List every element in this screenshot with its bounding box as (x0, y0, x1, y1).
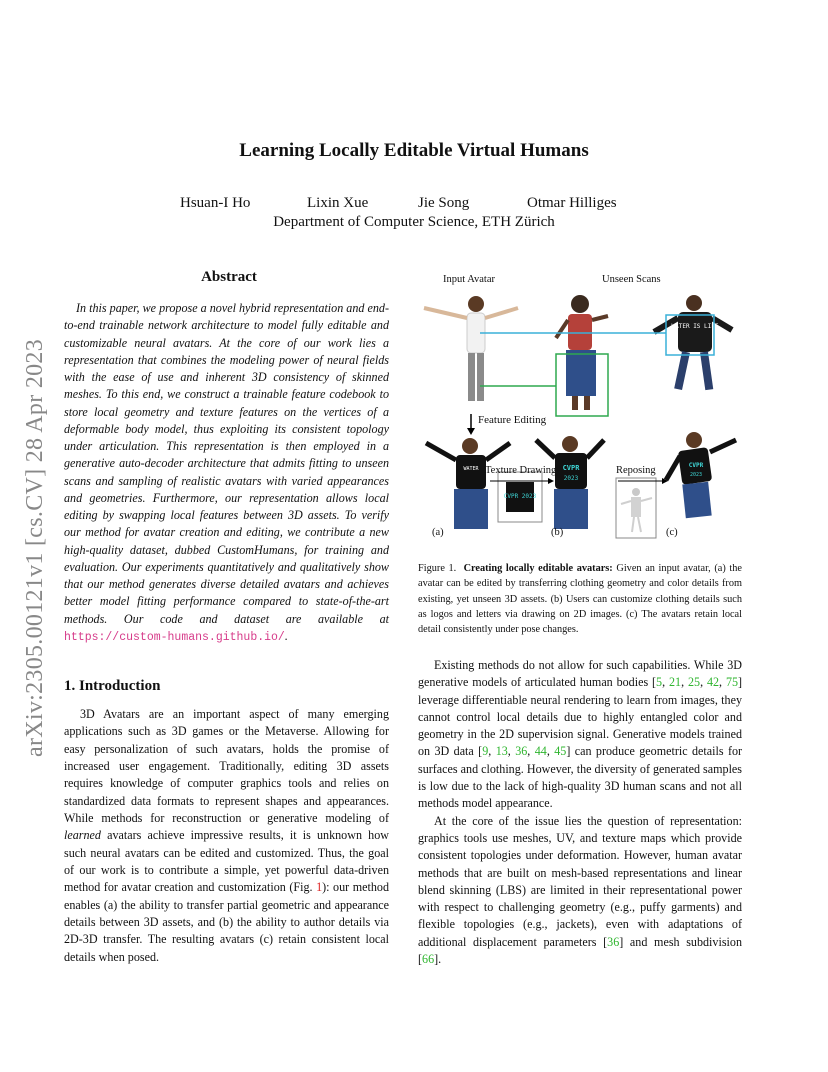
logo-text: CVPR 2023 (503, 493, 537, 500)
arxiv-side-stamp: arXiv:2305.00121v1 [cs.CV] 28 Apr 2023 (22, 338, 48, 757)
author-name: Lixin Xue (307, 195, 369, 211)
body-text: ]. (434, 952, 442, 967)
citation-link[interactable]: 5 (656, 675, 663, 690)
citation-link[interactable]: 21 (668, 675, 682, 690)
figure-1-caption (418, 561, 742, 637)
body-text: At the core of the issue lies the question of representation: graphics tools use meshes, UV, and texture maps which provide consistent topologies under deformation. However, human avatar methods that are built on mesh-based representations and linear blend skinning (LBS) are limited in their representational power with respect to challenging geometry (e.g., puffy garments) and flexible topologies (e.g., jackets), even with adaptations of additional displacement parameters [ (418, 813, 742, 949)
figure-label-b: (b) (551, 527, 564, 538)
body-text: ] leverage differentiable neural rendering to learn from images, they cannot control local details due to highly entangled color and geometry in the 2D supervision signal. Generative models trained on 3D data [ (418, 675, 743, 759)
figure-label-a: (a) (432, 527, 444, 538)
paper-title: Learning Locally Editable Virtual Humans (239, 140, 589, 161)
abstract-text: In this paper, we propose a novel hybrid representation and end-to-end trainable network architecture to model fully editable and customizable neural avatars. At the core of our work lies a representation that combines the modeling power of neural fields with the ease of use and inherent 3D consistency of skinned meshes. To this end, we construct a trainable feature codebook to store local geometry and texture features on the vertices of a deformable body model, thus exploiting its consistent topology under articulation. This representation is then employed in a generative auto-decoder architecture that admits fitting to unseen scans and sampling of realistic avatars with varied appearances and geometries. Furthermore, our representation allows local editing by swapping local features between 3D assets. To verify our method for avatar creation and editing, we contribute a new high-quality dataset, dubbed CustomHumans, for training and evaluation. Our experiments quantitatively and qualitatively show that our method generates diverse detailed avatars and achieves better model fitting performance compared to state-of-the-art methods. Our code and dataset are available at (64, 301, 389, 626)
project-url-link[interactable]: https://custom-humans.github.io/ (64, 630, 285, 644)
intro-text: avatars achieve impressive results, it is unknown how such neural avatars can be edited and customized. Thus, the goal of our work is to contribute a simple, yet powerful data-driven method for avatar creation and customization (Fig. (64, 828, 389, 895)
paragraph (418, 813, 742, 969)
author-name: Otmar Hilliges (527, 195, 617, 211)
intro-text: 3D Avatars are an important aspect of many emerging applications such as 3D games or the Metaverse. Allowing for easy personalization of such avatars, holds the promise of increased user engagement. Traditionally, editing 3D assets requires knowledge of computer graphics tools and relies on standardized data formats to represent shapes and appearances. While methods for reconstruction or generative modeling of (64, 707, 389, 826)
svg-text:CVPR: CVPR (562, 464, 580, 472)
citation-link[interactable]: 36 (515, 744, 528, 759)
citation-link[interactable]: 9 (482, 744, 489, 759)
affiliation: Department of Computer Science, ETH Zürich (273, 214, 555, 230)
citation-link[interactable]: 45 (554, 744, 567, 759)
paragraph: Existing methods do not allow for such capabilities. While 3D generative models of articulated human bodies [5, 21, 25, 42, 75] leverage differentiable neural rendering to learn from images, they cannot control local details due to highly entangled color and geometry in the 2D supervision signal. Generative models trained on 3D data [9, 13, 36, 44, 45] can produce geometric details for surfaces and clothing. However, the diversity of generated samples is low due to the lack of high-quality 3D human scans and not all methods model appearance. (418, 658, 743, 811)
citation-link[interactable]: 25 (687, 675, 701, 690)
citation-link[interactable]: 66 (422, 952, 435, 967)
citation-link[interactable]: 36 (607, 934, 620, 949)
figure-1-illustration (418, 268, 742, 544)
body-text: ] can produce geometric details for surfaces and clothing. However, the diversity of generated samples is low due to the lack of high-quality 3D human scans and not all methods model appearance. (418, 744, 743, 811)
intro-emphasis: learned (64, 828, 101, 843)
figure-label-unseen-scans: Unseen Scans (602, 274, 661, 285)
citation-link[interactable]: 42 (706, 675, 720, 690)
figure-1 (418, 268, 742, 544)
abstract-end: . (284, 628, 288, 643)
svg-text:2023: 2023 (563, 475, 579, 482)
svg-text:2023: 2023 (689, 472, 703, 478)
figure-label-reposing: Reposing (616, 465, 656, 476)
body-text: ] and mesh subdivision [ (418, 934, 742, 967)
citation-link[interactable]: 13 (495, 744, 508, 759)
citation-link[interactable]: 75 (725, 675, 739, 690)
unseen-scan-figure (556, 295, 608, 410)
caption-prefix: Figure 1. (418, 563, 457, 574)
figure-label-c: (c) (666, 527, 678, 538)
intro-text: ): our method enables (a) the ability to transfer partial geometric and appearance details between 3D assets, and (b) the ability to author details via 2D-3D transfer. The resulting avatars (c) retain consistent local details when posed. (64, 880, 389, 964)
abstract-heading: Abstract (201, 269, 257, 285)
author-name: Hsuan-I Ho (180, 195, 251, 211)
reposed-avatar-c (666, 432, 736, 518)
figure-label-input-avatar: Input Avatar (443, 274, 495, 285)
citation-link[interactable]: 44 (534, 744, 547, 759)
figure-reference-link[interactable]: 1 (316, 880, 323, 895)
edited-avatar-b (536, 436, 604, 529)
caption-text: Given an input avatar, (a) the avatar can be edited by transferring clothing geometry and color details from existing, yet unseen 3D assets. (b) Users can customize clothing details such as logos and letters via drawing on 2D images. (c) The avatars retain local detail consistently under pose changes. (418, 563, 742, 636)
introduction-paragraph (64, 706, 389, 966)
svg-text:CVPR: CVPR (688, 462, 704, 469)
body-text: Existing methods do not allow for such capabilities. While 3D generative models of articulated human bodies [ (418, 658, 742, 690)
section-heading-introduction: 1. Introduction (64, 678, 161, 694)
abstract-body (64, 300, 389, 646)
shirt-text: WATER IS LIFE (671, 323, 719, 330)
figure-label-feature-editing: Feature Editing (478, 414, 547, 426)
right-column-body (418, 657, 742, 968)
caption-bold: Creating locally editable avatars: (463, 563, 613, 574)
edited-avatar-a (426, 438, 510, 529)
figure-label-texture-drawing: Texture Drawing (485, 465, 557, 476)
svg-text:WATER: WATER (463, 466, 479, 472)
author-name: Jie Song (418, 195, 470, 211)
